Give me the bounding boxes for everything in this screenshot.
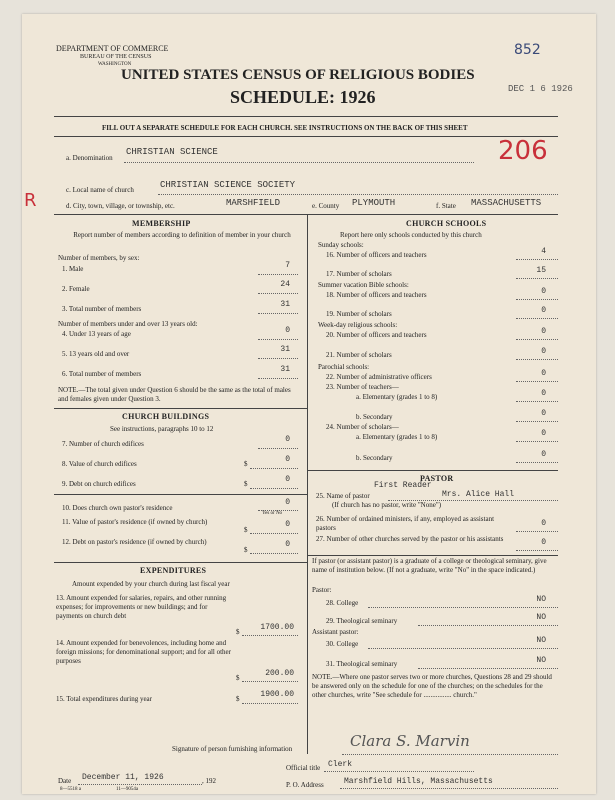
q11-dollar: $ <box>244 526 248 534</box>
q3-value: 31 <box>280 300 290 309</box>
assistant-head: Assistant pastor: <box>312 628 359 636</box>
q25-label: 25. Name of pastor <box>316 492 370 500</box>
r-mark: R <box>24 190 37 211</box>
dept-name: DEPARTMENT OF COMMERCE <box>56 44 169 53</box>
q21-value: 0 <box>541 347 546 356</box>
q5-value: 31 <box>280 345 290 354</box>
q9-dollar: $ <box>244 480 248 488</box>
q4-label: 4. Under 13 years of age <box>62 330 131 338</box>
schools-title: CHURCH SCHOOLS <box>406 219 487 228</box>
q20-value: 0 <box>541 327 546 336</box>
q23-label: 23. Number of teachers— <box>326 383 399 391</box>
q26-label: 26. Number of ordained ministers, if any, employed as assistant pastors <box>316 515 495 532</box>
q24b-label: b. Secondary <box>356 454 393 462</box>
county-label: e. County <box>312 202 340 210</box>
q19-label: 19. Number of scholars <box>326 310 392 318</box>
denomination-label: a. Denomination <box>66 154 113 162</box>
q18-value: 0 <box>541 287 546 296</box>
q23a-value: 0 <box>541 389 546 398</box>
q9-value: 0 <box>285 475 290 484</box>
q30-label: 30. College <box>326 640 359 648</box>
membership-title: MEMBERSHIP <box>132 219 191 228</box>
membership-note: NOTE.—The total given under Question 6 should be the same as the total of males and females given under Question 3. <box>58 386 291 403</box>
q28-value: NO <box>536 595 546 604</box>
q12-value: 0 <box>285 540 290 549</box>
state-label: f. State <box>436 202 456 210</box>
signature-label: Signature of person furnishing information <box>172 745 293 753</box>
q31-label: 31. Theological seminary <box>326 660 398 668</box>
q14-label: 14. Amount expended for benevolences, including home and foreign missions; for denominational support; and for all other purposes <box>56 639 231 665</box>
q16-value: 4 <box>541 247 546 256</box>
by-sex-label: Number of members, by sex: <box>58 254 140 262</box>
q8-dollar: $ <box>244 460 248 468</box>
schedule-title: SCHEDULE: 1926 <box>230 87 376 107</box>
q31-value: NO <box>536 656 546 665</box>
q5-label: 5. 13 years old and over <box>62 350 130 358</box>
city-value: MARSHFIELD <box>226 198 281 208</box>
education-intro: If pastor (or assistant pastor) is a graduate of a college or theological seminary, give name of institution below. (If not a graduate, write "No" in the space indicated.) <box>312 557 547 574</box>
membership-intro: Report number of members according to definition of member in your church <box>73 231 291 239</box>
expenditures-sub: Amount expended by your church during last fiscal year <box>72 580 230 588</box>
q8-label: 8. Value of church edifices <box>62 460 137 468</box>
form-title: UNITED STATES CENSUS OF RELIGIOUS BODIES <box>121 67 475 83</box>
city-label: d. City, town, village, or township, etc. <box>66 202 175 210</box>
q20-label: 20. Number of officers and teachers <box>326 331 427 339</box>
q13-value: 1700.00 <box>260 623 294 632</box>
sunday-head: Sunday schools: <box>318 241 364 249</box>
q3-label: 3. Total number of members <box>62 305 142 313</box>
form-number: 8—5518 a <box>60 787 81 792</box>
q15-dollar: $ <box>236 695 240 703</box>
q12-label: 12. Debt on pastor's residence (if owned by church) <box>62 538 207 546</box>
serial-number: 852 <box>514 42 541 58</box>
address-label: P. O. Address <box>286 781 324 789</box>
q13-dollar: $ <box>236 628 240 636</box>
q15-value: 1900.00 <box>260 690 294 699</box>
q13-label: 13. Amount expended for salaries, repairs, and other running expenses; for improvements or new buildings; and for payments on church debt <box>56 594 227 620</box>
summer-head: Summer vacation Bible schools: <box>318 281 409 289</box>
city-name: WASHINGTON <box>98 62 132 67</box>
q23a-label: a. Elementary (grades 1 to 8) <box>356 393 438 401</box>
q27-label: 27. Number of other churches served by the pastor or his assistants <box>316 535 504 543</box>
q10-value: 0 <box>285 498 290 507</box>
q4-value: 0 <box>285 326 290 335</box>
q22-value: 0 <box>541 369 546 378</box>
q26-value: 0 <box>541 519 546 528</box>
q29-value: NO <box>536 613 546 622</box>
q24-label: 24. Number of scholars— <box>326 423 399 431</box>
q11-label: 11. Value of pastor's residence (if owned by church) <box>62 518 208 526</box>
yes-no-hint: Yes or No <box>262 511 283 516</box>
q19-value: 0 <box>541 306 546 315</box>
q24a-value: 0 <box>541 429 546 438</box>
q14-dollar: $ <box>236 674 240 682</box>
weekday-head: Week-day religious schools: <box>318 321 398 329</box>
buildings-sub: See instructions, paragraphs 10 to 12 <box>110 425 214 433</box>
pastor-head: Pastor: <box>312 586 332 594</box>
q28-label: 28. College <box>326 599 359 607</box>
bureau-name: BUREAU OF THE CENSUS <box>80 54 152 60</box>
expenditures-title: EXPENDITURES <box>140 566 207 575</box>
q1-value: 7 <box>285 261 290 270</box>
date-label: Date <box>58 777 72 785</box>
q6-label: 6. Total number of members <box>62 370 142 378</box>
q27-value: 0 <box>541 538 546 547</box>
q24b-value: 0 <box>541 450 546 459</box>
q21-label: 21. Number of scholars <box>326 351 392 359</box>
q9-label: 9. Debt on church edifices <box>62 480 136 488</box>
q30-value: NO <box>536 636 546 645</box>
q7-value: 0 <box>285 435 290 444</box>
official-title-value: Clerk <box>328 760 353 769</box>
census-schedule-sheet <box>22 14 596 794</box>
denomination-value: CHRISTIAN SCIENCE <box>126 147 218 157</box>
q10-label: 10. Does church own pastor's residence <box>62 504 173 512</box>
q11-value: 0 <box>285 520 290 529</box>
age-intro: Number of members under and over 13 years old: <box>58 320 198 328</box>
code-mark: 206 <box>498 136 548 166</box>
address-value: Marshfield Hills, Massachusetts <box>344 777 493 786</box>
q17-value: 15 <box>536 266 546 275</box>
q23b-value: 0 <box>541 409 546 418</box>
q18-label: 18. Number of officers and teachers <box>326 291 427 299</box>
q17-label: 17. Number of scholars <box>326 270 392 278</box>
q8-value: 0 <box>285 455 290 464</box>
state-value: MASSACHUSETTS <box>471 198 542 208</box>
q22-label: 22. Number of administrative officers <box>326 373 432 381</box>
official-title-label: Official title <box>286 764 321 772</box>
parochial-head: Parochial schools: <box>318 363 370 371</box>
q7-label: 7. Number of church edifices <box>62 440 144 448</box>
county-value: PLYMOUTH <box>352 198 396 208</box>
q24a-label: a. Elementary (grades 1 to 8) <box>356 433 438 441</box>
q2-value: 24 <box>280 280 290 289</box>
local-name-label: c. Local name of church <box>66 186 134 194</box>
print-number: 11—9054a <box>116 787 139 792</box>
buildings-title: CHURCH BUILDINGS <box>122 412 210 421</box>
q2-label: 2. Female <box>62 285 90 293</box>
q23b-label: b. Secondary <box>356 413 393 421</box>
q12-dollar: $ <box>244 546 248 554</box>
year-suffix: , 192 <box>202 777 216 785</box>
q14-value: 200.00 <box>265 669 294 678</box>
q1-label: 1. Male <box>62 265 84 273</box>
q25-note: (If church has no pastor, write "None") <box>332 501 442 509</box>
q16-label: 16. Number of officers and teachers <box>326 251 427 259</box>
q6-value: 31 <box>280 365 290 374</box>
schools-sub: Report here only schools conducted by this church <box>340 231 482 239</box>
date-value: December 11, 1926 <box>82 773 164 782</box>
q15-label: 15. Total expenditures during year <box>56 695 152 703</box>
instruction-line: FILL OUT A SEPARATE SCHEDULE FOR EACH CHURCH. SEE INSTRUCTIONS ON THE BACK OF THIS SHEET <box>102 124 468 132</box>
signature-value: Clara S. Marvin <box>350 732 470 750</box>
pastor-note: NOTE.—Where one pastor serves two or more churches, Questions 28 and 29 should be answered only on the schedule for one of the churches; on the schedules for the other churches, write "See schedule for ................ church." <box>312 673 552 699</box>
received-stamp: DEC 1 6 1926 <box>508 84 573 94</box>
q29-label: 29. Theological seminary <box>326 617 398 625</box>
local-name-value: CHRISTIAN SCIENCE SOCIETY <box>160 180 296 190</box>
first-reader-note: First Reader <box>374 481 432 490</box>
pastor-title: PASTOR <box>420 474 454 483</box>
q25-value: Mrs. Alice Hall <box>442 490 515 499</box>
